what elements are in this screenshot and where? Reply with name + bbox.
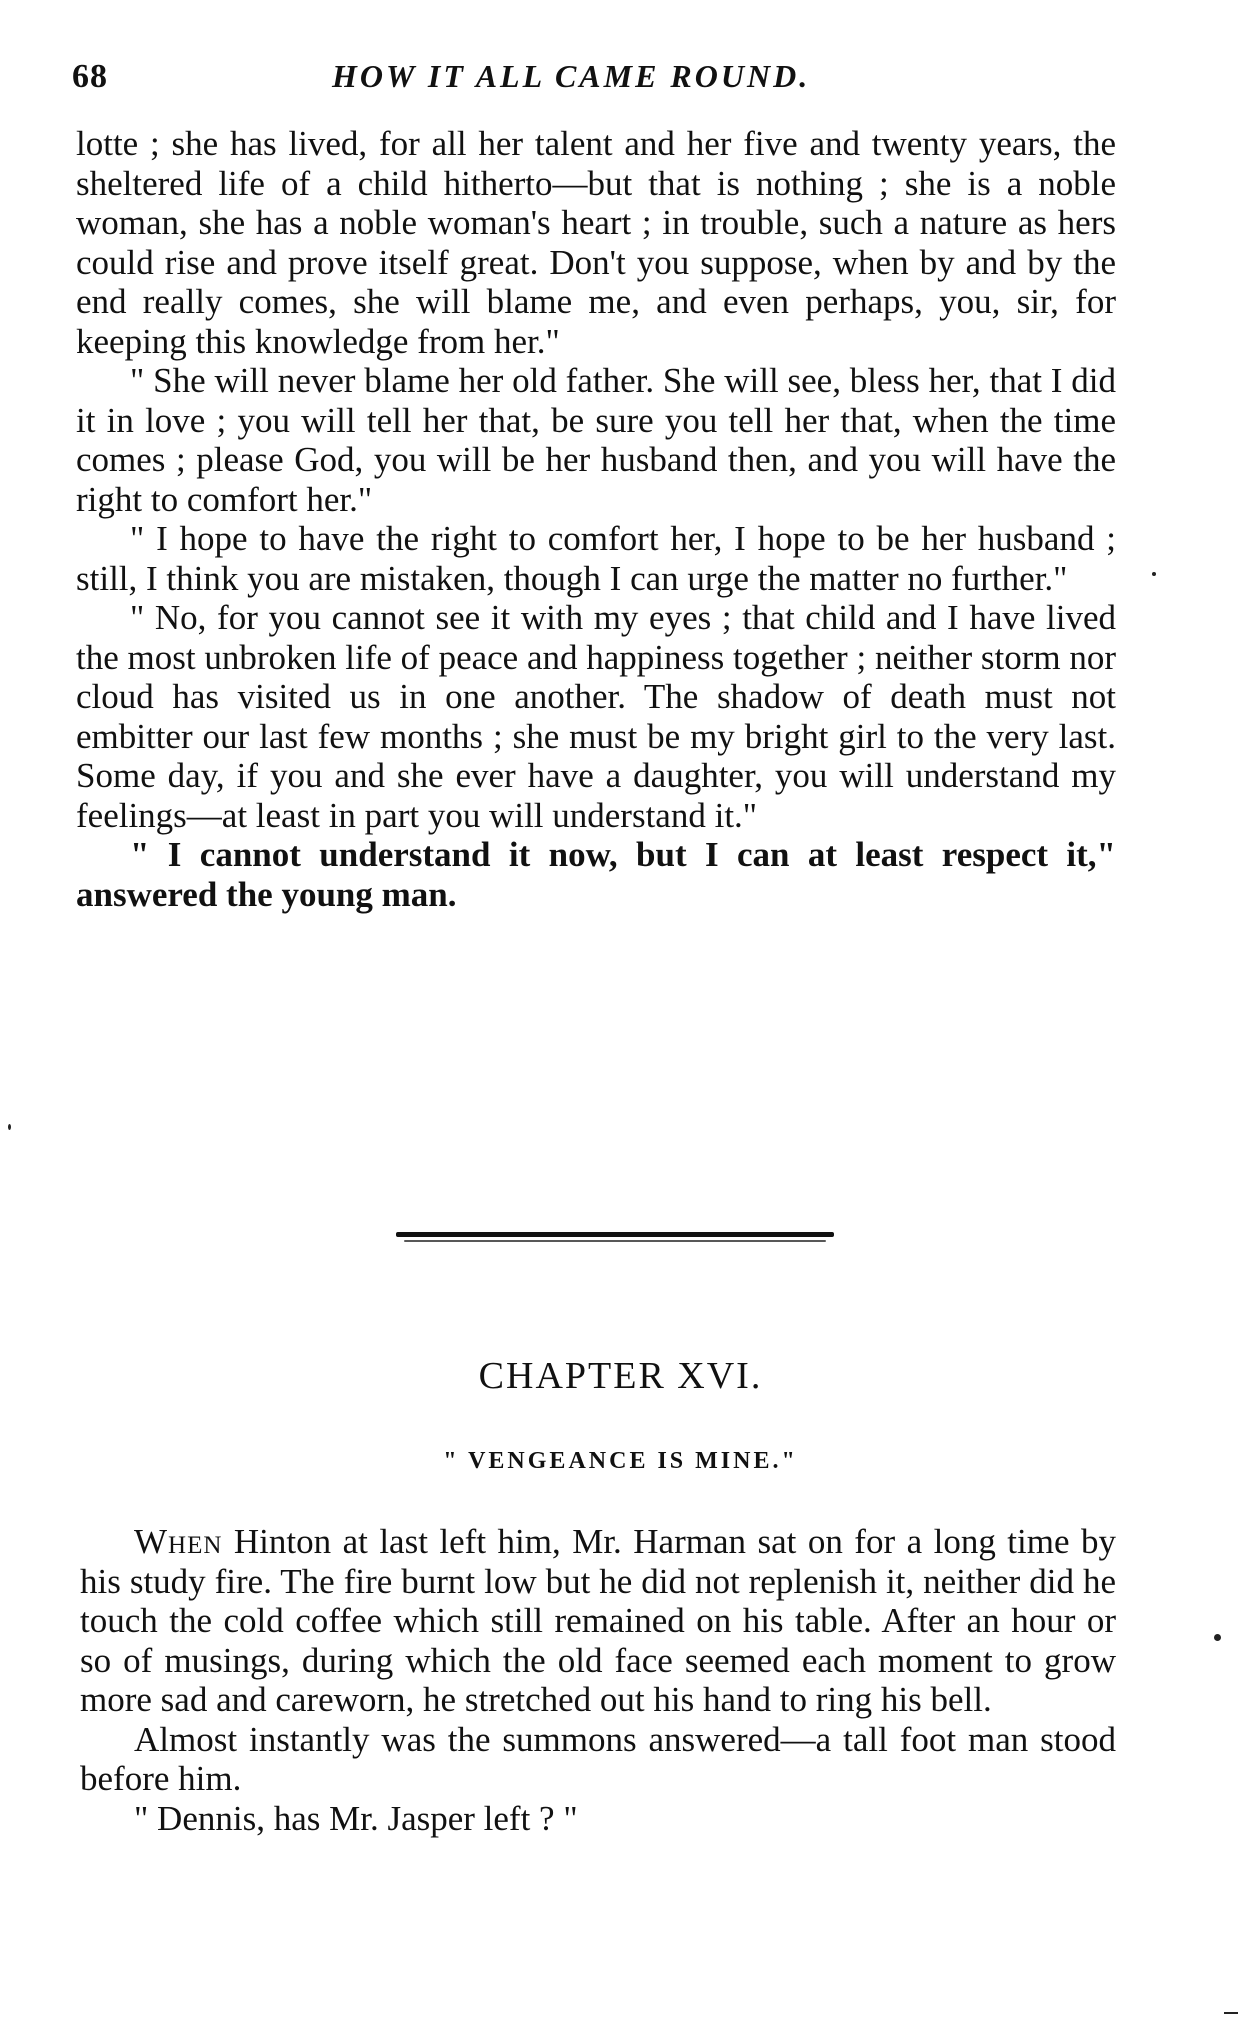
chapter-title: CHAPTER XVI. — [478, 1355, 763, 1397]
lead-word: When — [134, 1522, 223, 1561]
ink-speck — [1214, 1634, 1221, 1641]
paragraph: " Dennis, has Mr. Jasper left ? " — [134, 1798, 578, 1838]
chapter-xv-ending — [76, 124, 1116, 914]
paragraph: lotte ; she has lived, for all her talent and her five and twenty years, the sheltered life of a child hitherto—but that is nothing ; she is a noble woman, she has a noble woman's heart ; in trouble, such a nature as hers could rise and prove itself great. Don't you suppose, when by and by the end really comes, she will blame me, and even perhaps, you, sir, for keeping this knowledge from her." — [76, 124, 1116, 361]
ink-speck — [1152, 572, 1156, 576]
running-head: HOW IT ALL CAME ROUND. — [332, 58, 811, 94]
paragraph: " No, for you cannot see it with my eyes ; that child and I have lived the most unbroken life of peace and happiness together ; neither storm nor cloud has visited us in one another. The shadow of death must not embitter our last few months ; she must be my bright girl to the very last. Some day, if you and she ever have a daughter, you will understand my feelings—at least in part you will understand it." — [76, 598, 1116, 835]
ink-speck — [8, 1124, 11, 1130]
paragraph: " I cannot understand it now, but I can at least respect it," answered the young man. — [76, 835, 1116, 914]
paragraph: " She will never blame her old father. She will see, bless her, that I did it in love ; you will tell her that, be sure you tell her that, when the time comes ; please God, you will be her husband then, and you will have the right to comfort her." — [76, 361, 1116, 519]
chapter-divider-rule — [396, 1232, 834, 1237]
chapter-xvi-text — [80, 1522, 1116, 1838]
paragraph: " I hope to have the right to comfort her, I hope to be her husband ; still, I think you are mistaken, though I can urge the matter no further." — [76, 519, 1116, 598]
opening-paragraph — [80, 1522, 1116, 1720]
paragraph: Almost instantly was the summons answered—a tall foot man stood before him. — [80, 1719, 1116, 1798]
page-header — [72, 52, 1122, 102]
chapter-divider-rule-shadow — [404, 1240, 826, 1242]
chapter-subtitle: " VENGEANCE IS MINE." — [443, 1448, 798, 1474]
ink-speck — [1224, 2012, 1238, 2014]
opening-paragraph-text: Hinton at last left him, Mr. Harman sat on for a long time by his study fire. The fire burnt low but he did not replenish it, neither did he touch the cold coffee which still remained on his table. After an hour or so of musings, during which the old face seemed each moment to grow more sad and careworn, he stretched out his hand to ring his bell. — [80, 1522, 1116, 1719]
page-number: 68 — [72, 58, 108, 95]
